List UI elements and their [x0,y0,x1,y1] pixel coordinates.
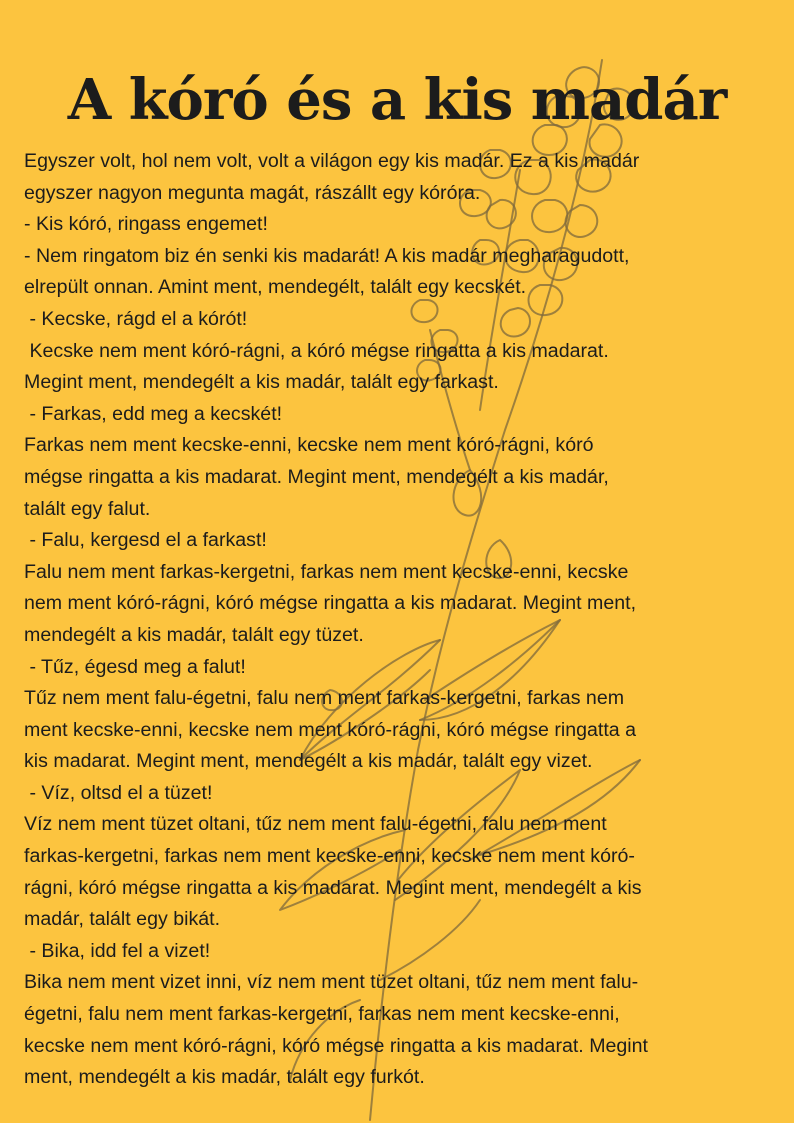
story-line: Falu nem ment farkas-kergetni, farkas nem ment kecske-enni, kecske [24,560,629,583]
story-line: - Farkas, edd meg a kecskét! [24,402,283,425]
story-line: - Víz, oltsd el a tüzet! [24,781,213,804]
story-line: Megint ment, mendegélt a kis madár, talált egy farkast. [24,371,499,394]
story-line: - Kecske, rágd el a kórót! [24,307,248,330]
story-line: Egyszer volt, hol nem volt, volt a világon egy kis madár. Ez a kis madár [24,150,640,172]
story-line: elrepült onnan. Amint ment, mendegélt, talált egy kecskét. [24,276,527,299]
story-line: - Kis kóró, ringass engemet! [24,213,268,236]
page-title: A kóró és a kis madár [67,67,727,133]
story-line: Bika nem ment vizet inni, víz nem ment tüzet oltani, tűz nem ment falu- [24,971,639,994]
story-line: rágni, kóró mégse ringatta a kis madarat. Megint ment, mendegélt a kis [24,876,642,899]
story-line: mégse ringatta a kis madarat. Megint ment, mendegélt a kis madár, [24,465,609,488]
story-line: farkas-kergetni, farkas nem ment kecske-enni, kecske nem ment kóró- [24,845,635,868]
story-line: talált egy falut. [24,497,151,520]
story-line: egyszer nagyon megunta magát, rászállt egy kóróra. [24,181,481,204]
story-line: nem ment kóró-rágni, kóró mégse ringatta a kis madarat. Megint ment, [24,592,637,615]
story-line: - Falu, kergesd el a farkast! [24,529,267,552]
story-line: Tűz nem ment falu-égetni, falu nem ment farkas-kergetni, farkas nem [24,687,625,710]
story-line: Kecske nem ment kóró-rágni, a kóró mégse ringatta a kis madarat. [24,339,609,362]
story-line: ment kecske-enni, kecske nem ment kóró-rágni, kóró mégse ringatta a [24,718,637,741]
story-line: Farkas nem ment kecske-enni, kecske nem ment kóró-rágni, kóró [24,434,594,457]
story-line: égetni, falu nem ment farkas-kergetni, farkas nem ment kecske-enni, [24,1003,620,1026]
story-line: - Nem ringatom biz én senki kis madarát! A kis madár megharagudott, [24,244,630,267]
story-line: madár, talált egy bikát. [24,908,221,931]
story-line: - Tűz, égesd meg a falut! [24,655,246,678]
story-text [24,146,784,1094]
story-line: mendegélt a kis madár, talált egy tüzet. [24,623,364,646]
story-line: kis madarat. Megint ment, mendegélt a kis madár, talált egy vizet. [24,750,593,773]
story-line: kecske nem ment kóró-rágni, kóró mégse ringatta a kis madarat. Megint [24,1034,649,1057]
story-line: ment, mendegélt a kis madár, talált egy furkót. [24,1066,425,1089]
story-line: Víz nem ment tüzet oltani, tűz nem ment falu-égetni, falu nem ment [24,813,607,836]
story-line: - Bika, idd fel a vizet! [24,939,211,962]
